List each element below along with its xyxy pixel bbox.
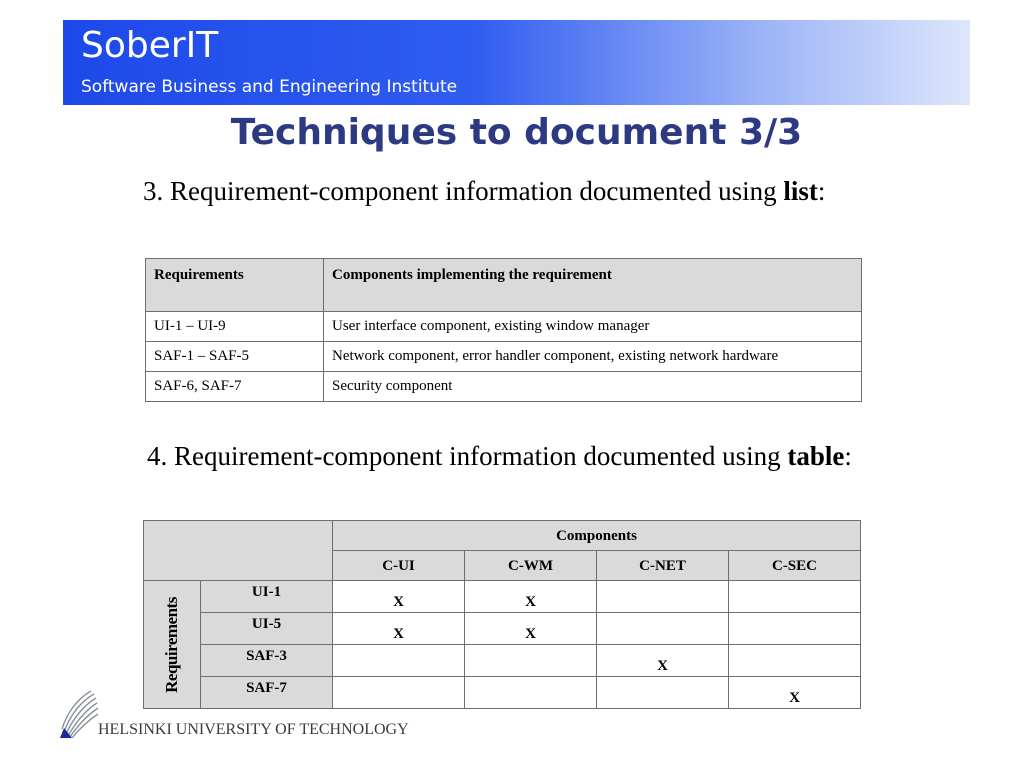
section-3-tail: : (817, 176, 826, 206)
matrix-col-header: C-NET (597, 551, 729, 581)
matrix-cell (333, 645, 465, 677)
matrix-col-header: C-WM (465, 551, 597, 581)
matrix-cell (729, 581, 861, 613)
section-4-lead: 4. Requirement-component information documented using (147, 441, 788, 471)
matrix-row-group-label: Requirements (162, 596, 181, 693)
list-header-requirements: Requirements (146, 259, 324, 312)
matrix-cell: X (729, 677, 861, 709)
list-cell-requirement: UI-1 – UI-9 (146, 312, 324, 342)
matrix-cell: X (597, 645, 729, 677)
list-cell-components: User interface component, existing window manager (324, 312, 862, 342)
list-cell-components: Network component, error handler component, existing network hardware (324, 342, 862, 372)
matrix-cell: X (333, 581, 465, 613)
section-3-emphasis: list (783, 176, 818, 206)
matrix-cell (597, 613, 729, 645)
footer-institution: HELSINKI UNIVERSITY OF TECHNOLOGY (98, 721, 409, 738)
matrix-cell (597, 677, 729, 709)
brand-subtitle: Software Business and Engineering Institute (81, 77, 458, 97)
table-row (144, 677, 861, 709)
matrix-col-header: C-SEC (729, 551, 861, 581)
matrix-corner-cell (144, 521, 333, 581)
matrix-group-header-row (144, 521, 861, 551)
table-row (144, 613, 861, 645)
matrix-cell (333, 677, 465, 709)
table-row (144, 645, 861, 677)
matrix-row-label: UI-5 (201, 613, 333, 645)
matrix-row-label: UI-1 (201, 581, 333, 613)
list-header-components: Components implementing the requirement (324, 259, 862, 312)
matrix-cell: X (465, 613, 597, 645)
matrix-cell (465, 677, 597, 709)
matrix-cell (729, 613, 861, 645)
hut-logo-icon (58, 688, 100, 740)
matrix-cell: X (465, 581, 597, 613)
matrix-row-group-cell (144, 581, 201, 709)
table-row (146, 372, 862, 402)
section-4-text (147, 437, 907, 476)
section-4-tail: : (844, 441, 852, 471)
requirements-matrix-table (143, 520, 861, 709)
header-banner (63, 20, 970, 105)
matrix-cell (465, 645, 597, 677)
section-3-text (143, 172, 903, 211)
list-cell-components: Security component (324, 372, 862, 402)
table-row (146, 342, 862, 372)
slide-title: Techniques to document 3/3 (230, 112, 803, 153)
brand-name: SoberIT (81, 25, 219, 66)
matrix-cell (597, 581, 729, 613)
matrix-cell (729, 645, 861, 677)
table-row (146, 312, 862, 342)
list-table-header-row (146, 259, 862, 312)
list-cell-requirement: SAF-1 – SAF-5 (146, 342, 324, 372)
section-3-lead: 3. Requirement-component information documented using (143, 176, 784, 206)
list-cell-requirement: SAF-6, SAF-7 (146, 372, 324, 402)
table-row (144, 581, 861, 613)
section-4-emphasis: table (787, 441, 845, 471)
matrix-group-header: Components (333, 521, 861, 551)
matrix-row-label: SAF-3 (201, 645, 333, 677)
matrix-col-header: C-UI (333, 551, 465, 581)
matrix-cell: X (333, 613, 465, 645)
matrix-row-label: SAF-7 (201, 677, 333, 709)
requirements-list-table (145, 258, 862, 402)
